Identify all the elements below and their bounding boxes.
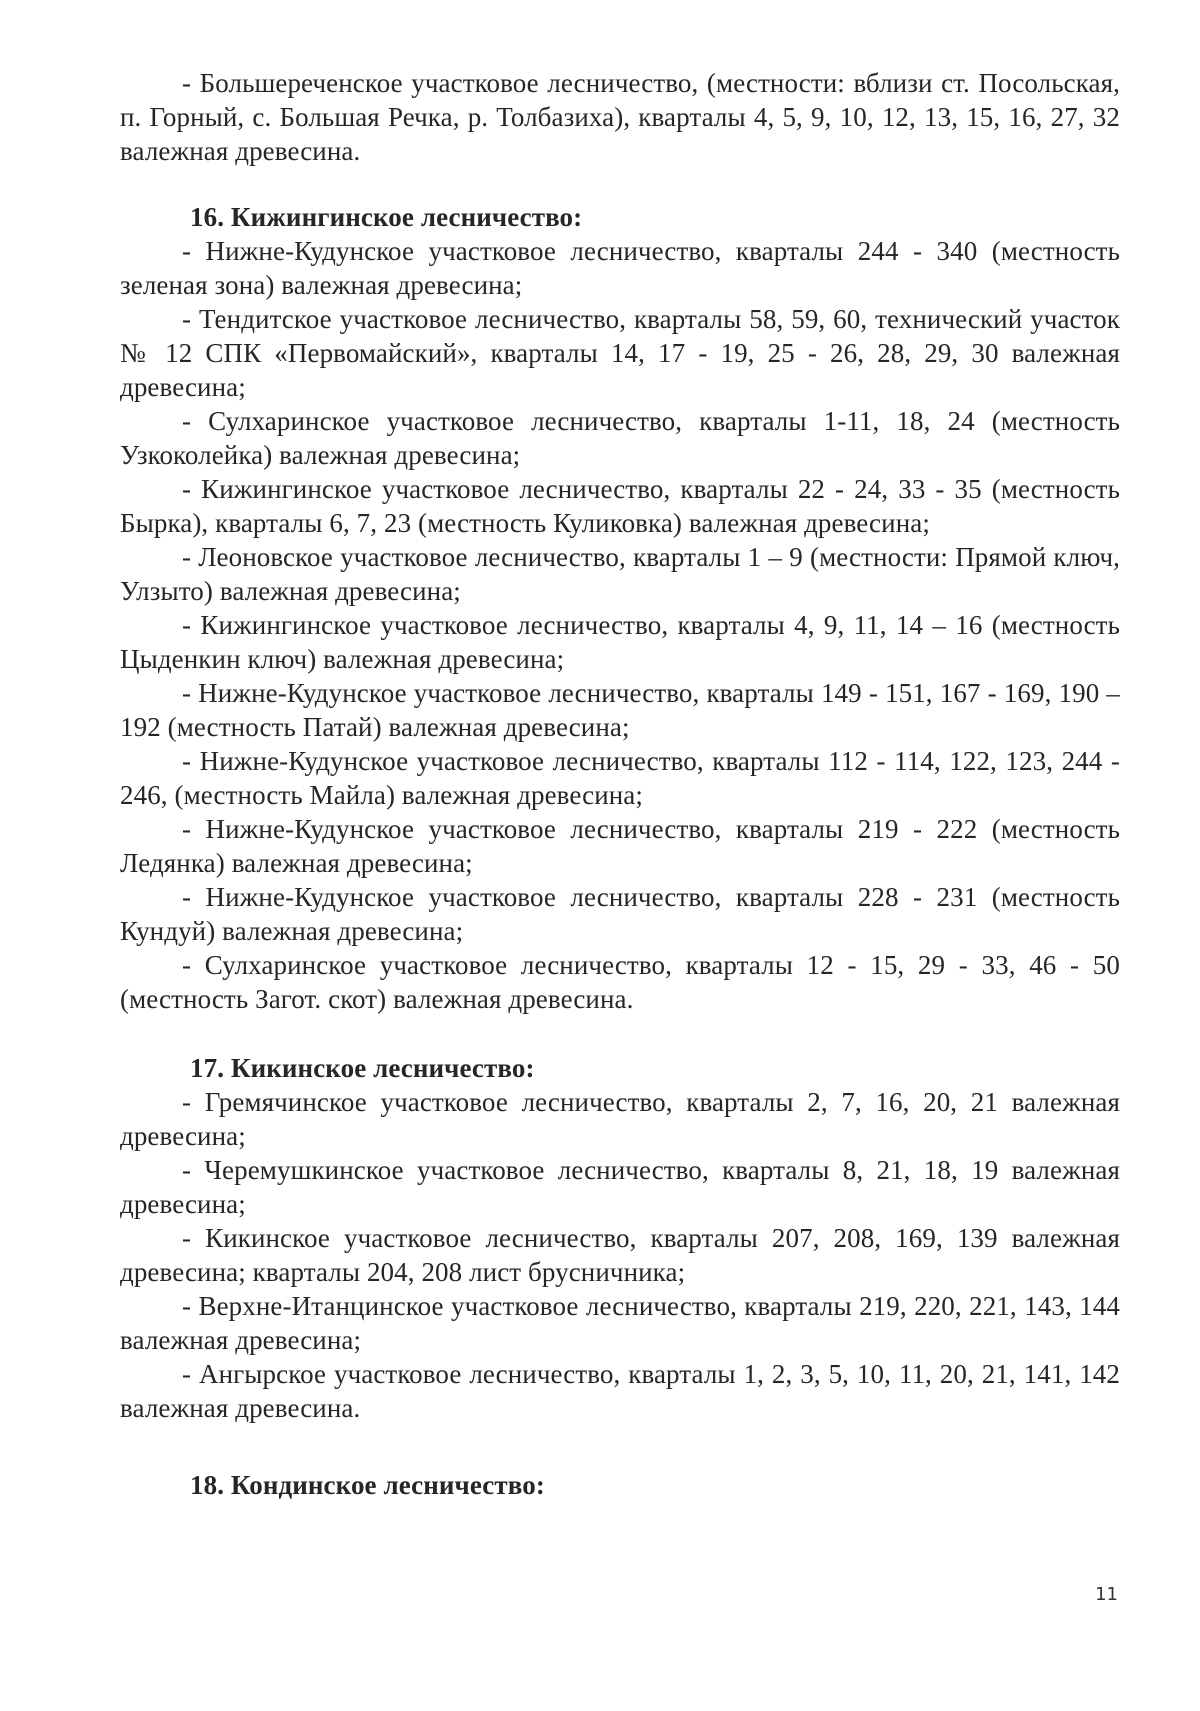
section-16-item: - Нижне-Кудунское участковое лесничество, кварталы 219 - 222 (местность Ледянка) валежная древесина; — [120, 814, 1120, 878]
section-16-item: - Сулхаринское участковое лесничество, кварталы 1-11, 18, 24 (местность Узкоколейка) валежная древесина; — [120, 406, 1120, 470]
section-16-heading: 16. Кижингинское лесничество: — [190, 202, 583, 232]
section-17-item: - Гремячинское участковое лесничество, кварталы 2, 7, 16, 20, 21 валежная древесина; — [120, 1087, 1120, 1151]
section-16-item: - Тендитское участковое лесничество, кварталы 58, 59, 60, технический участок № 12 СПК «Первомайский», кварталы 14, 17 - 19, 25 - 26, 28, 29, 30 валежная древесина; — [120, 304, 1120, 402]
section-16-item: - Кижингинское участковое лесничество, кварталы 22 - 24, 33 - 35 (местность Бырка), кварталы 6, 7, 23 (местность Куликовка) валежная древесина; — [120, 474, 1120, 538]
intro-block — [120, 66, 1120, 168]
section-18-heading: 18. Кондинское лесничество: — [190, 1470, 545, 1500]
section-16-item: - Сулхаринское участковое лесничество, кварталы 12 - 15, 29 - 33, 46 - 50 (местность Загот. скот) валежная древесина. — [120, 950, 1120, 1014]
section-18 — [120, 1468, 1120, 1502]
section-17-item: - Верхне-Итанцинское участковое лесничество, кварталы 219, 220, 221, 143, 144 валежная древесина; — [120, 1291, 1120, 1355]
section-17-item: - Ангырское участковое лесничество, кварталы 1, 2, 3, 5, 10, 11, 20, 21, 141, 142 валежная древесина. — [120, 1359, 1120, 1423]
section-16-item: - Нижне-Кудунское участковое лесничество, кварталы 112 - 114, 122, 123, 244 - 246, (местность Майла) валежная древесина; — [120, 746, 1120, 810]
intro-paragraph: - Большереченское участковое лесничество, (местности: вблизи ст. Посольская, п. Горный, с. Большая Речка, р. Толбазиха), кварталы 4, 5, 9, 10, 12, 13, 15, 16, 27, 32 валежная древесина. — [120, 68, 1120, 166]
section-17 — [120, 1051, 1120, 1425]
page-number: 11 — [1095, 1584, 1118, 1605]
section-16-item: - Кижингинское участковое лесничество, кварталы 4, 9, 11, 14 – 16 (местность Цыденкин ключ) валежная древесина; — [120, 610, 1120, 674]
section-16-item: - Леоновское участковое лесничество, кварталы 1 – 9 (местности: Прямой ключ, Улзыто) валежная древесина; — [120, 542, 1120, 606]
section-17-item: - Черемушкинское участковое лесничество, кварталы 8, 21, 18, 19 валежная древесина; — [120, 1155, 1120, 1219]
section-16-item: - Нижне-Кудунское участковое лесничество, кварталы 244 - 340 (местность зеленая зона) валежная древесина; — [120, 236, 1120, 300]
section-17-item: - Кикинское участковое лесничество, кварталы 207, 208, 169, 139 валежная древесина; кварталы 204, 208 лист брусничника; — [120, 1223, 1120, 1287]
section-16-item: - Нижне-Кудунское участковое лесничество, кварталы 228 - 231 (местность Кундуй) валежная древесина; — [120, 882, 1120, 946]
section-16 — [120, 200, 1120, 1016]
section-16-item: - Нижне-Кудунское участковое лесничество, кварталы 149 - 151, 167 - 169, 190 – 192 (местность Патай) валежная древесина; — [120, 678, 1120, 742]
section-17-heading: 17. Кикинское лесничество: — [190, 1053, 535, 1083]
